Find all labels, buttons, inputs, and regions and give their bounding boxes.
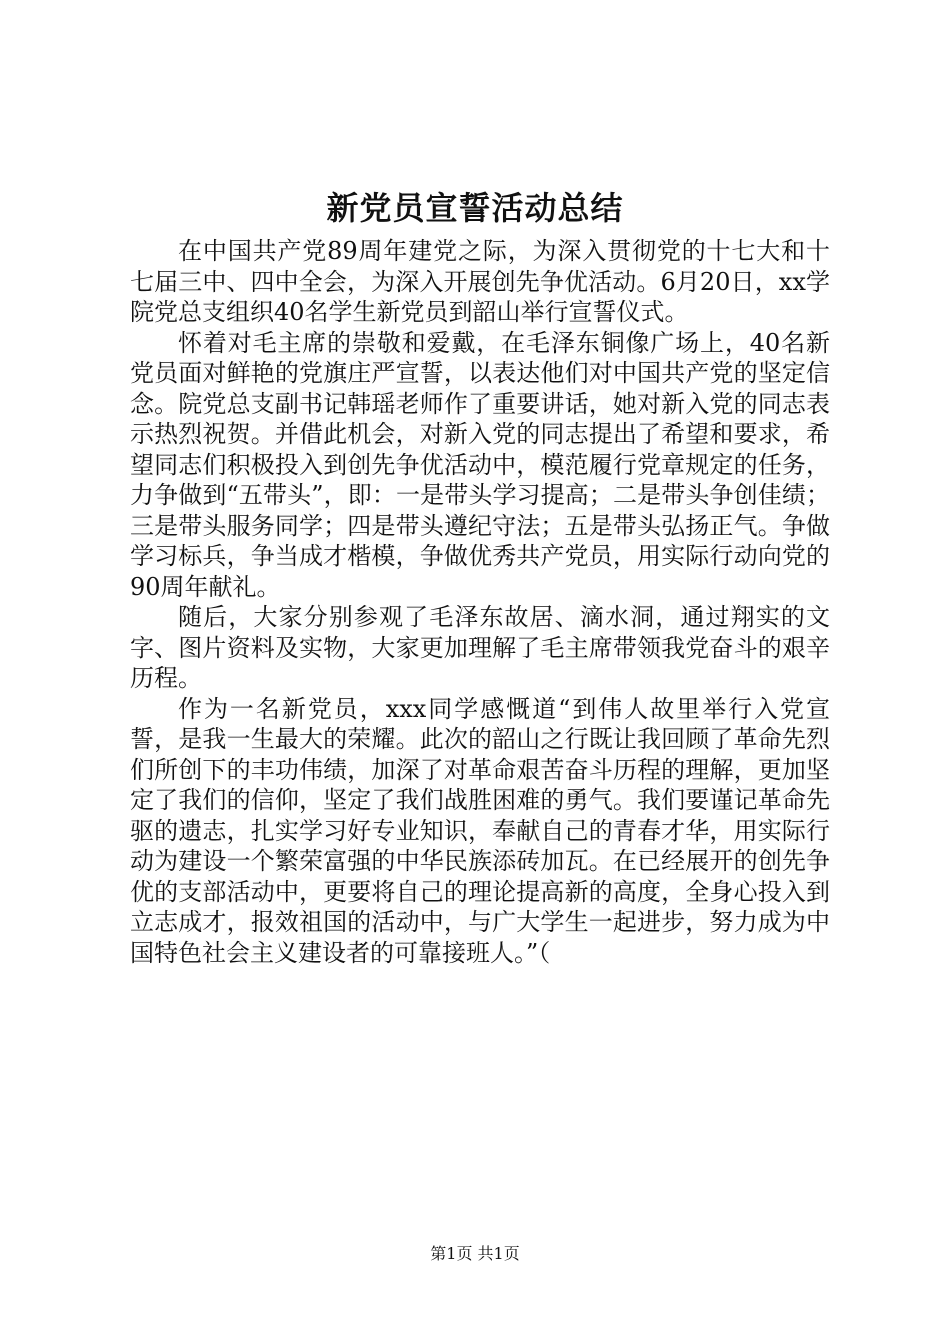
paragraph-4: 作为一名新党员，xxx同学感慨道“到伟人故里举行入党宣誓，是我一生最大的荣耀。此次的韶山之行既让我回顾了革命先烈们所创下的丰功伟绩，加深了对革命艰苦奋斗历程的理解，更加坚定了我们的信仰，坚定了我们战胜困难的勇气。我们要谨记革命先驱的遗志，扎实学习好专业知识，奉献自己的青春才华，用实际行动为建设一个繁荣富强的中华民族添砖加瓦。在已经展开的创先争优的支部活动中，更要将自己的理论提高新的高度，全身心投入到立志成才，报效祖国的活动中，与广大学生一起进步，努力成为中国特色社会主义建设者的可靠接班人。”（ — [130, 694, 830, 967]
document-body — [130, 236, 830, 968]
paragraph-3: 随后，大家分别参观了毛泽东故居、滴水洞，通过翔实的文字、图片资料及实物，大家更加理解了毛主席带领我党奋斗的艰辛历程。 — [130, 603, 830, 692]
page-footer: 第1页 共1页 — [430, 1244, 520, 1263]
paragraph-2: 怀着对毛主席的崇敬和爱戴，在毛泽东铜像广场上，40名新党员面对鲜艳的党旗庄严宣誓，以表达他们对中国共产党的坚定信念。院党总支副书记韩瑶老师作了重要讲话，她对新入党的同志表示热烈祝贺。并借此机会，对新入党的同志提出了希望和要求，希望同志们积极投入到创先争优活动中，模范履行党章规定的任务，力争做到“五带头”，即：一是带头学习提高；二是带头争创佳绩；三是带头服务同学；四是带头遵纪守法；五是带头弘扬正气。争做学习标兵，争当成才楷模，争做优秀共产党员，用实际行动向党的90周年献礼。 — [130, 328, 830, 601]
paragraph-1: 在中国共产党89周年建党之际，为深入贯彻党的十七大和十七届三中、四中全会，为深入开展创先争优活动。6月20日，xx学院党总支组织40名学生新党员到韶山举行宣誓仪式。 — [130, 237, 830, 326]
document-title: 新党员宣誓活动总结 — [326, 189, 624, 227]
